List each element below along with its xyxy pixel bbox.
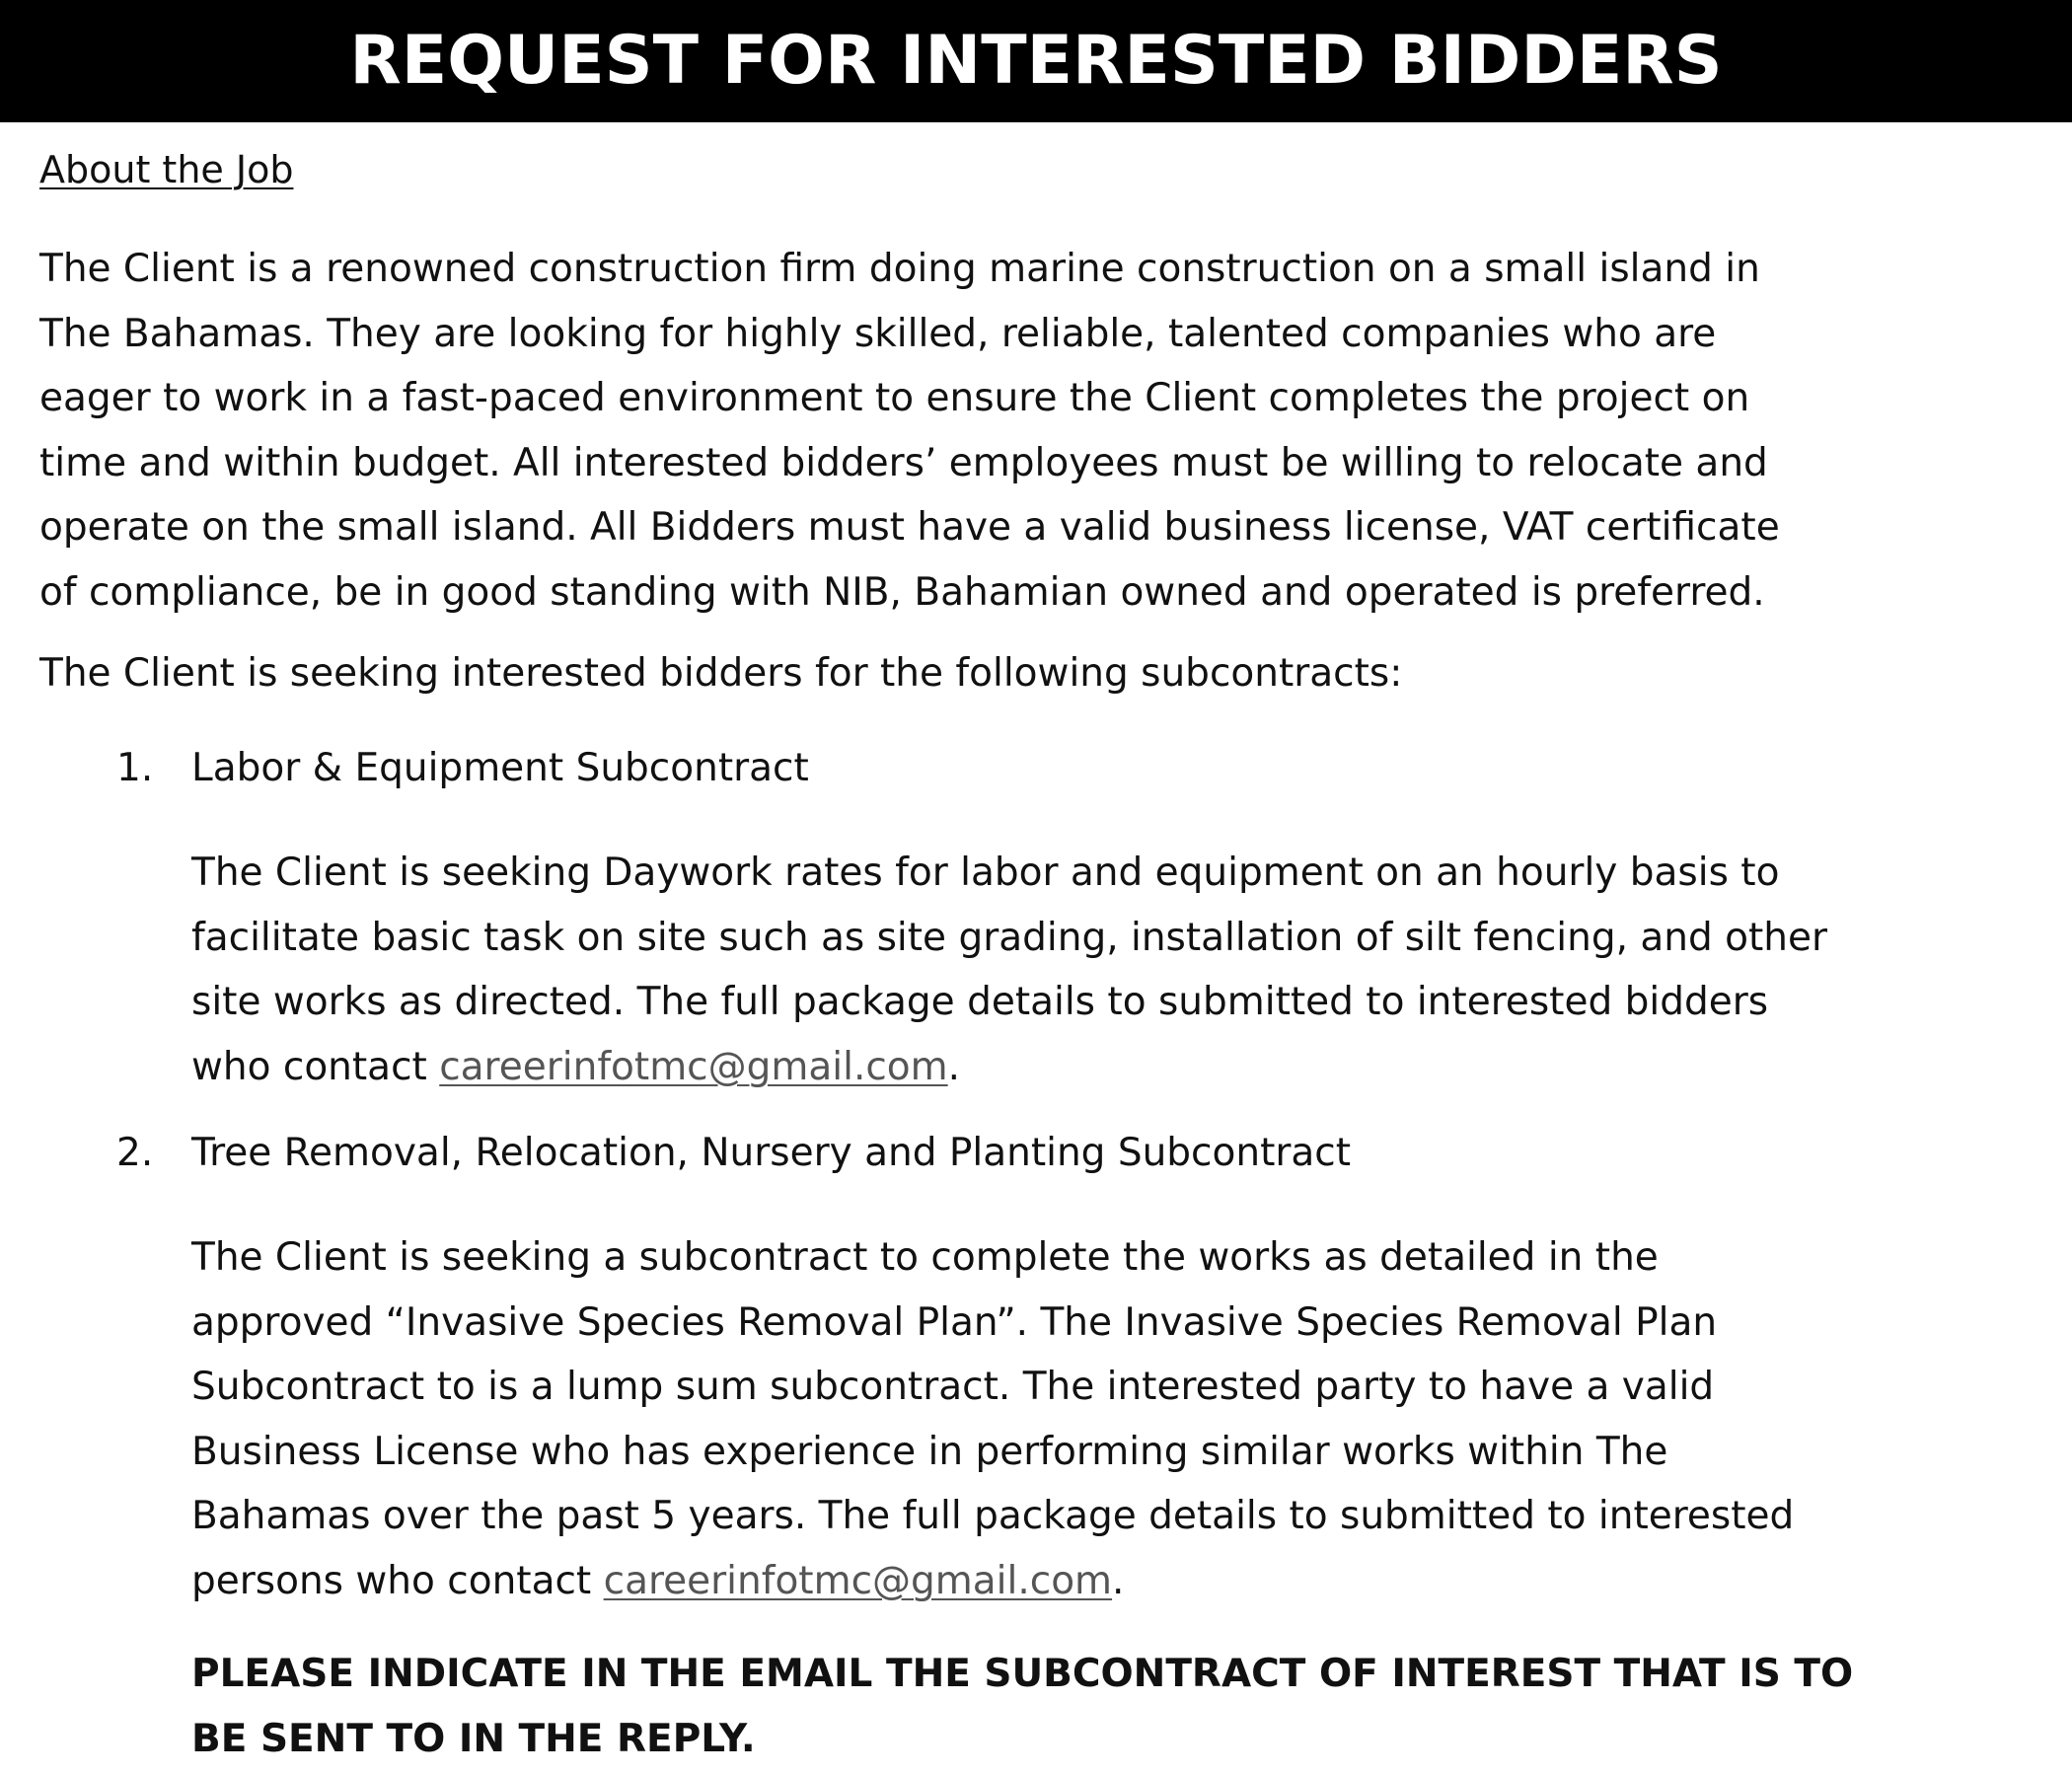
closing-line: BE SENT TO IN THE REPLY. — [191, 1716, 756, 1761]
subcontract-1-line: site works as directed. The full package details to submitted to interested bidders — [191, 980, 1769, 1024]
intro-line: of compliance, be in good standing with NIB, Bahamian owned and operated is preferred. — [39, 569, 1765, 615]
page-title: REQUEST FOR INTERESTED BIDDERS — [349, 22, 1723, 100]
subcontract-1-line: facilitate basic task on site such as site grading, installation of silt fencing, and other — [191, 915, 1828, 960]
subcontract-2-number: 2. — [116, 1131, 154, 1175]
intro-line: time and within budget. All interested bidders’ employees must be willing to relocate and — [39, 440, 1768, 485]
intro-line: The Bahamas. They are looking for highly skilled, reliable, talented companies who are — [39, 311, 1717, 356]
intro-paragraph — [39, 237, 2023, 625]
intro-line: The Client is a renowned construction firm doing marine construction on a small island in — [39, 247, 1760, 291]
intro-line: operate on the small island. All Bidders must have a valid business license, VAT certificate — [39, 505, 1780, 550]
subcontract-2-line: The Client is seeking a subcontract to complete the works as detailed in the — [191, 1235, 1659, 1280]
email-link[interactable]: careerinfotmc@gmail.com — [603, 1558, 1113, 1603]
closing-line: PLEASE INDICATE IN THE EMAIL THE SUBCONTRACT OF INTEREST THAT IS TO — [191, 1652, 1854, 1696]
subcontract-1-number: 1. — [116, 746, 154, 790]
subcontract-2-title: Tree Removal, Relocation, Nursery and Planting Subcontract — [191, 1131, 1352, 1175]
subcontract-2-line: approved “Invasive Species Removal Plan”. The Invasive Species Removal Plan — [191, 1299, 1718, 1345]
contact-prefix: who contact — [191, 1044, 440, 1089]
subcontract-2-contact-line — [191, 1549, 1794, 1614]
subcontract-1-description — [191, 841, 1827, 1099]
subcontract-1-line: The Client is seeking Daywork rates for labor and equipment on an hourly basis to — [191, 851, 1780, 895]
subcontract-1-title: Labor & Equipment Subcontract — [191, 746, 809, 790]
subcontract-2-description — [191, 1225, 1794, 1613]
intro-line: eager to work in a fast-paced environment to ensure the Client completes the project on — [39, 376, 1750, 420]
about-heading: About the Job — [39, 148, 294, 191]
contact-prefix: persons who contact — [191, 1558, 604, 1603]
subcontract-2-line: Bahamas over the past 5 years. The full package details to submitted to interested — [191, 1494, 1795, 1538]
subcontract-1-title-row — [116, 746, 809, 790]
contact-suffix: . — [1112, 1558, 1125, 1603]
email-link[interactable]: careerinfotmc@gmail.com — [439, 1044, 948, 1089]
subcontract-2-line: Business License who has experience in performing similar works within The — [191, 1429, 1668, 1474]
subcontract-1-contact-line — [191, 1035, 1827, 1100]
closing-instruction — [191, 1642, 1853, 1771]
contact-suffix: . — [947, 1044, 961, 1089]
subcontract-2-title-row — [116, 1131, 1351, 1175]
title-banner — [0, 0, 2072, 122]
seeking-statement: The Client is seeking interested bidders for the following subcontracts: — [39, 651, 1403, 696]
subcontract-2-line: Subcontract to is a lump sum subcontract. The interested party to have a valid — [191, 1365, 1715, 1409]
